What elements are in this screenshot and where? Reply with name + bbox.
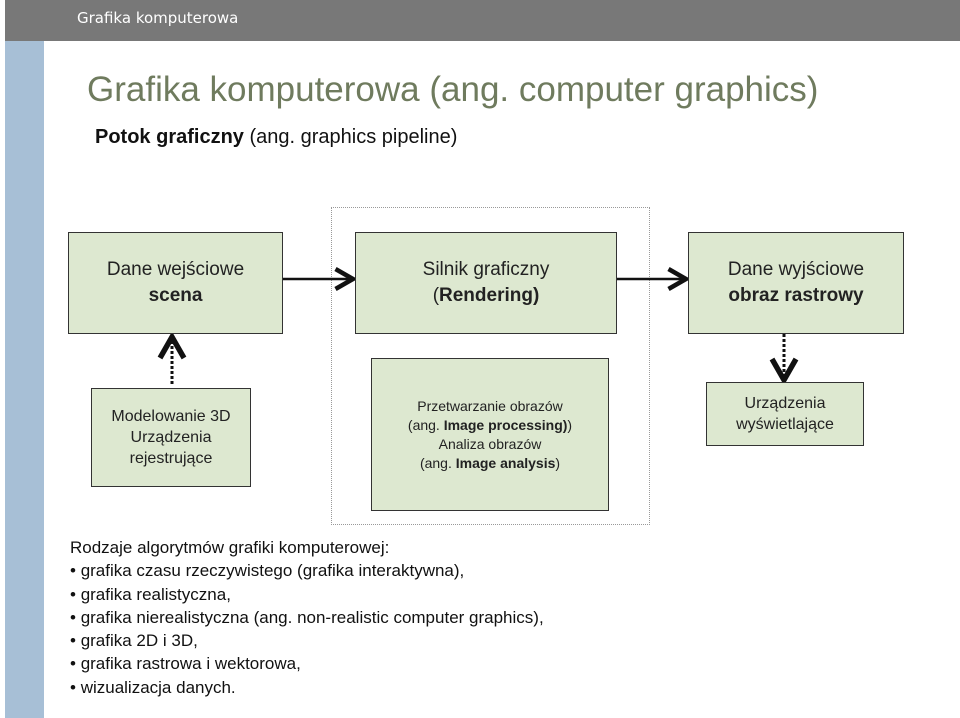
list-item: • grafika czasu rzeczywistego (grafika interaktywna), [70, 559, 544, 582]
processing-line1: Przetwarzanie obrazów [417, 397, 563, 414]
list-item: • wizualizacja danych. [70, 676, 544, 699]
subtitle-bold: Potok graficzny [95, 126, 244, 148]
list-item: • grafika 2D i 3D, [70, 629, 544, 652]
input-line1: Dane wejściowe [106, 259, 245, 280]
sources-box [91, 388, 251, 487]
output-line2: obraz rastrowy [728, 285, 864, 306]
p-l4c: ) [555, 454, 561, 471]
processing-box [371, 358, 609, 511]
p-l4b: Image analysis [455, 454, 556, 471]
output-line1: Dane wyjściowe [727, 259, 865, 280]
p-l2b: Image processing) [443, 416, 568, 433]
algorithms-heading: Rodzaje algorytmów grafiki komputerowej: [70, 538, 390, 557]
sources-line3: rejestrujące [129, 450, 213, 467]
slide-title: Grafika komputerowa (ang. computer graphics) [87, 70, 819, 109]
list-item: • grafika realistyczna, [70, 583, 544, 606]
sources-line2: Urządzenia [130, 429, 212, 446]
processing-line2 [408, 416, 572, 435]
header-title: Grafika komputerowa [77, 9, 239, 27]
engine-bold: Rendering) [439, 285, 540, 306]
output-box [688, 232, 904, 334]
list-item: • grafika nierealistyczna (ang. non-realistic computer graphics), [70, 606, 544, 629]
p-l2a: (ang. [407, 416, 444, 433]
sources-line1: Modelowanie 3D [111, 408, 231, 425]
input-box [68, 232, 283, 334]
engine-pre: ( [432, 285, 440, 306]
processing-line3: Analiza obrazów [438, 435, 542, 452]
display-line1: Urządzenia [744, 395, 826, 412]
engine-line2 [433, 283, 540, 309]
algorithms-list [70, 536, 544, 699]
display-box [706, 382, 864, 446]
processing-line4 [420, 454, 560, 473]
p-l2c: ) [567, 416, 573, 433]
subtitle-rest: (ang. graphics pipeline) [243, 126, 458, 148]
list-item: • grafika rastrowa i wektorowa, [70, 652, 544, 675]
p-l4a: (ang. [419, 454, 456, 471]
engine-box [355, 232, 617, 334]
input-line2: scena [148, 285, 203, 306]
display-line2: wyświetlające [736, 416, 834, 433]
engine-line1: Silnik graficzny [422, 259, 550, 280]
